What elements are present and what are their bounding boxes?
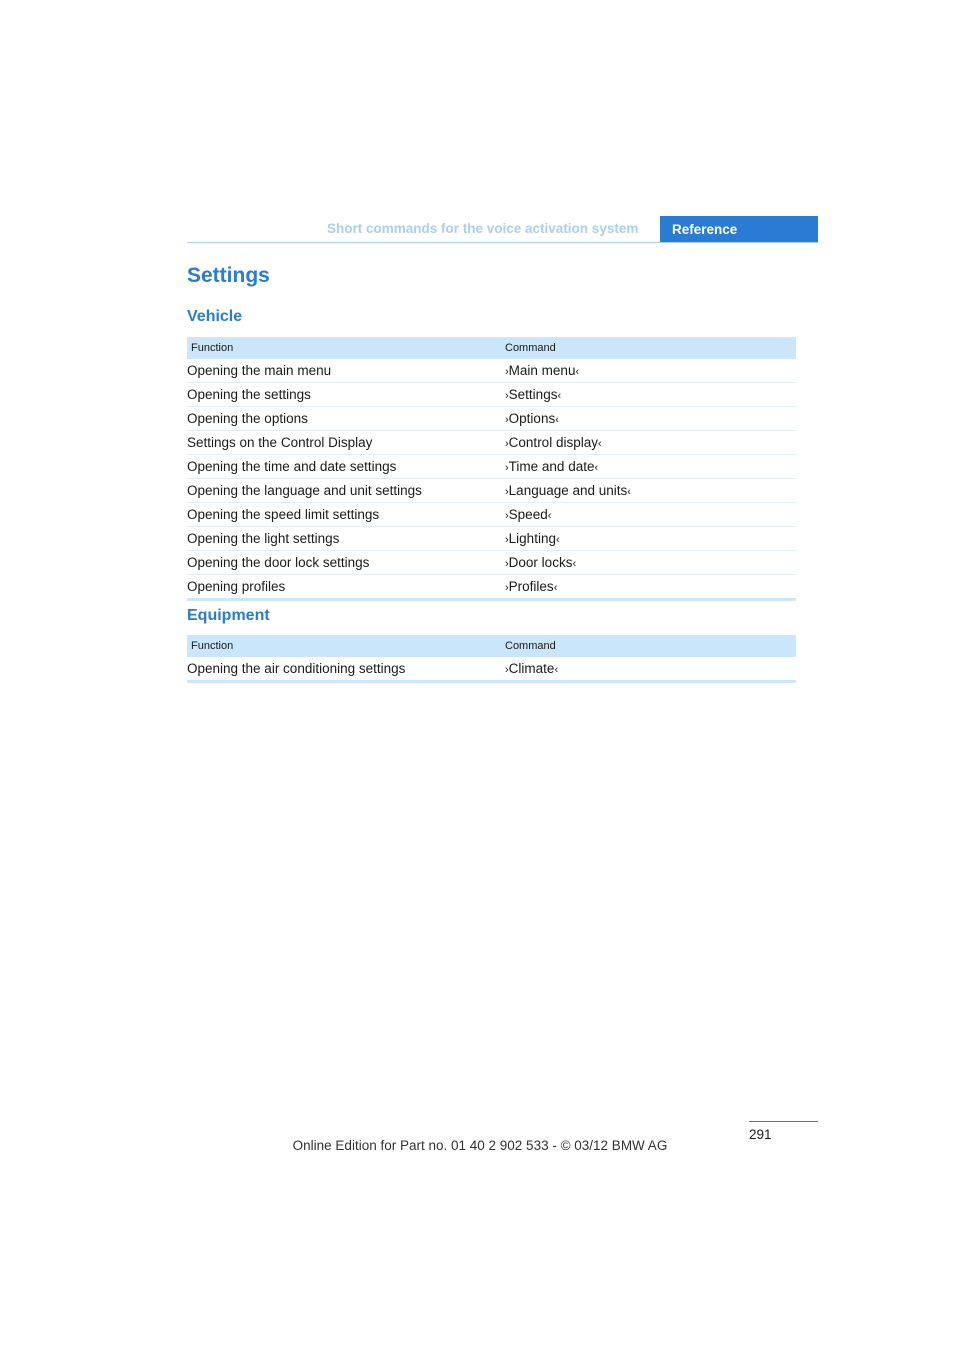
- quote-close-mark: ‹: [594, 462, 599, 474]
- function-cell: Opening the language and unit settings: [187, 479, 505, 503]
- quote-close-mark: ‹: [555, 414, 559, 426]
- command-cell: [505, 479, 796, 503]
- table-row: [187, 657, 796, 682]
- command-cell: [505, 455, 796, 479]
- command-text: Options: [508, 411, 556, 426]
- table-header-row: [187, 635, 796, 657]
- equipment-command-table: [187, 635, 796, 683]
- quote-open-mark: ›: [505, 414, 509, 426]
- table-row: [187, 383, 796, 407]
- command-text: Door locks: [508, 555, 573, 570]
- table-row: [187, 407, 796, 431]
- quote-close-mark: ‹: [572, 558, 577, 570]
- command-text: Language and units: [508, 483, 628, 498]
- footer-divider: [749, 1121, 818, 1122]
- quote-open-mark: ›: [505, 558, 509, 570]
- command-text: Main menu: [508, 363, 576, 378]
- command-text: Lighting: [508, 531, 556, 546]
- quote-close-mark: ‹: [557, 390, 562, 402]
- command-text: Speed: [508, 507, 548, 522]
- command-cell: [505, 359, 796, 383]
- function-cell: Opening the options: [187, 407, 505, 431]
- table-row: [187, 527, 796, 551]
- quote-open-mark: ›: [505, 582, 509, 594]
- quote-close-mark: ‹: [627, 486, 631, 498]
- function-cell: Opening the time and date settings: [187, 455, 505, 479]
- quote-open-mark: ›: [505, 510, 509, 522]
- table-header-row: [187, 337, 796, 359]
- command-cell: [505, 551, 796, 575]
- quote-open-mark: ›: [505, 366, 509, 378]
- column-header-function: Function: [187, 337, 505, 359]
- quote-open-mark: ›: [505, 462, 509, 474]
- page-number: 291: [749, 1127, 772, 1142]
- vehicle-heading: Vehicle: [187, 308, 243, 325]
- chapter-tab: Reference: [660, 216, 818, 243]
- quote-open-mark: ›: [505, 664, 509, 676]
- command-text: Profiles: [508, 579, 554, 594]
- table-row: [187, 431, 796, 455]
- table-row: [187, 551, 796, 575]
- command-text: Time and date: [508, 459, 595, 474]
- table-row: [187, 479, 796, 503]
- command-text: Control display: [508, 435, 598, 450]
- command-cell: [505, 503, 796, 527]
- running-header-title: Short commands for the voice activation system: [327, 221, 639, 236]
- table-row: [187, 455, 796, 479]
- function-cell: Opening the speed limit settings: [187, 503, 505, 527]
- command-cell: [505, 431, 796, 455]
- function-cell: Opening the light settings: [187, 527, 505, 551]
- table-row: [187, 503, 796, 527]
- function-cell: Opening profiles: [187, 575, 505, 600]
- quote-close-mark: ‹: [597, 438, 602, 450]
- quote-close-mark: ‹: [553, 582, 558, 594]
- command-cell: [505, 383, 796, 407]
- column-header-function: Function: [187, 635, 505, 657]
- function-cell: Opening the main menu: [187, 359, 505, 383]
- equipment-heading: Equipment: [187, 607, 270, 624]
- quote-open-mark: ›: [505, 438, 509, 450]
- page-title: Settings: [187, 264, 270, 287]
- command-cell: [505, 407, 796, 431]
- quote-close-mark: ‹: [555, 534, 560, 546]
- function-cell: Opening the air conditioning settings: [187, 657, 505, 682]
- quote-open-mark: ›: [505, 534, 509, 546]
- command-text: Settings: [508, 387, 558, 402]
- edition-notice: Online Edition for Part no. 01 40 2 902 533 - © 03/12 BMW AG: [292, 1138, 668, 1153]
- vehicle-command-table: [187, 337, 796, 601]
- table-row: [187, 575, 796, 600]
- quote-close-mark: ‹: [554, 664, 559, 676]
- column-header-command: Command: [505, 337, 796, 359]
- table-row: [187, 359, 796, 383]
- column-header-command: Command: [505, 635, 796, 657]
- function-cell: Opening the settings: [187, 383, 505, 407]
- quote-close-mark: ‹: [575, 366, 580, 378]
- command-cell: [505, 527, 796, 551]
- command-cell: [505, 575, 796, 600]
- function-cell: Opening the door lock settings: [187, 551, 505, 575]
- quote-close-mark: ‹: [547, 510, 552, 522]
- function-cell: Settings on the Control Display: [187, 431, 505, 455]
- command-text: Climate: [508, 661, 555, 676]
- quote-open-mark: ›: [505, 486, 509, 498]
- command-cell: [505, 657, 796, 682]
- header-divider: [187, 242, 818, 243]
- quote-open-mark: ›: [505, 390, 509, 402]
